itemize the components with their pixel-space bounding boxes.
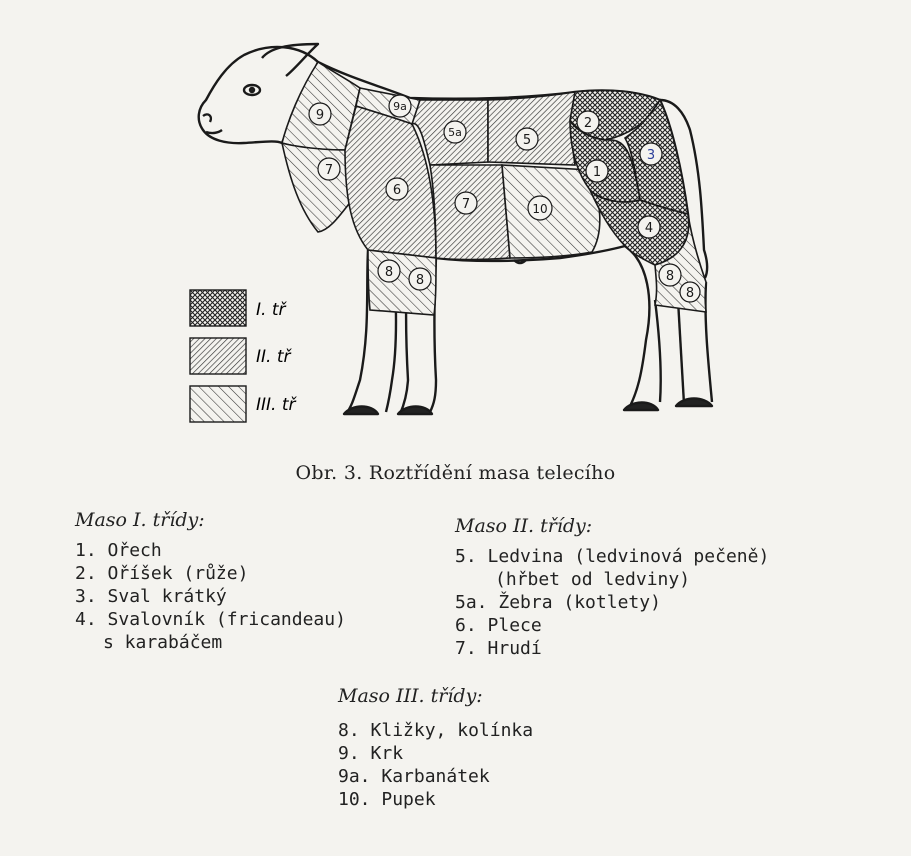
marker-label: 7 (461, 197, 471, 212)
item-text: Hrudí (487, 638, 542, 659)
item-text: Ledvina (ledvinová pečeně) (487, 546, 770, 567)
item-text: Karbanátek (381, 766, 490, 787)
group-title-class-3: Maso III. třídy: (338, 685, 483, 707)
item-number: 3. (75, 586, 97, 607)
legend-item-class-1 (190, 290, 287, 326)
marker-label: 1 (592, 165, 602, 180)
marker-7-chest (455, 192, 477, 214)
legend-label: II. tř (256, 347, 291, 367)
marker-4 (638, 216, 660, 238)
marker-5a (444, 121, 466, 143)
item-number: 6. (455, 615, 477, 636)
list-class-3 (338, 719, 533, 811)
marker-5 (516, 128, 538, 150)
item-number: 10. (338, 789, 371, 810)
item-number: 5. (455, 546, 477, 567)
item-text: Plece (487, 615, 542, 636)
item-number: 2. (75, 563, 97, 584)
item-text: Ořech (107, 540, 162, 561)
marker-8-front-right (409, 268, 431, 290)
item-text: Krk (370, 743, 404, 764)
marker-label: 8 (685, 286, 695, 301)
item-text: Sval krátký (107, 586, 227, 607)
legend-swatch-cross (190, 290, 246, 326)
list-item (75, 585, 346, 608)
item-number: 9. (338, 743, 360, 764)
list-item (338, 765, 533, 788)
item-number: 7. (455, 638, 477, 659)
marker-label: 10 (532, 202, 548, 216)
list-class-2 (455, 545, 769, 660)
cut-regions (282, 62, 706, 315)
marker-6 (386, 178, 408, 200)
item-text: Pupek (381, 789, 436, 810)
marker-label: 2 (583, 116, 593, 131)
legend-label: I. tř (256, 300, 286, 320)
list-item (338, 742, 533, 765)
list-item (455, 591, 769, 614)
item-number: 8. (338, 720, 360, 741)
marker-3 (640, 143, 662, 165)
marker-label: 9 (315, 108, 325, 123)
marker-label: 4 (644, 221, 654, 236)
list-item (455, 614, 769, 637)
list-class-1 (75, 539, 346, 654)
legend (190, 290, 298, 422)
legend-item-class-3 (190, 386, 298, 422)
marker-label: 7 (324, 163, 334, 178)
list-item (338, 719, 533, 742)
item-number: 5a. (455, 592, 488, 613)
item-number: 4. (75, 609, 97, 630)
marker-label: 3 (646, 148, 656, 163)
marker-8-hind-left (659, 264, 681, 286)
figure-caption: Obr. 3. Roztřídění masa telecího (295, 462, 616, 484)
item-text: Kližky, kolínka (370, 720, 534, 741)
item-text: Oříšek (růže) (107, 563, 249, 584)
item-text: Žebra (kotlety) (498, 592, 661, 613)
marker-8-front-left (378, 260, 400, 282)
list-item (75, 539, 346, 562)
marker-label: 8 (415, 273, 425, 288)
list-item (455, 637, 769, 660)
marker-1 (586, 160, 608, 182)
marker-9a (389, 95, 411, 117)
legend-label: III. tř (256, 395, 296, 415)
list-item (75, 608, 346, 654)
legend-swatch-sparse-diag (190, 386, 246, 422)
item-number: 9a. (338, 766, 371, 787)
region-7-brisket (282, 143, 352, 232)
group-title-class-2: Maso II. třídy: (455, 515, 593, 537)
marker-label: 8 (665, 269, 675, 284)
item-text: Svalovník (fricandeau) (107, 609, 346, 630)
item-number: 1. (75, 540, 97, 561)
marker-label: 9a (393, 100, 407, 113)
legend-swatch-dense-diag (190, 338, 246, 374)
marker-2 (577, 111, 599, 133)
item-subtext: (hřbet od ledviny) (495, 569, 691, 590)
item-subtext: s karabáčem (103, 632, 223, 653)
marker-label: 5a (448, 126, 462, 139)
list-item (75, 562, 346, 585)
list-item (338, 788, 533, 811)
marker-label: 5 (522, 133, 532, 148)
marker-label: 8 (384, 265, 394, 280)
marker-8-hind-right (680, 282, 700, 302)
marker-10 (528, 196, 552, 220)
group-title-class-1: Maso I. třídy: (75, 509, 205, 531)
marker-7-brisket (318, 158, 340, 180)
list-item (455, 545, 769, 591)
marker-label: 6 (392, 183, 402, 198)
marker-9 (309, 103, 331, 125)
legend-item-class-2 (190, 338, 293, 374)
